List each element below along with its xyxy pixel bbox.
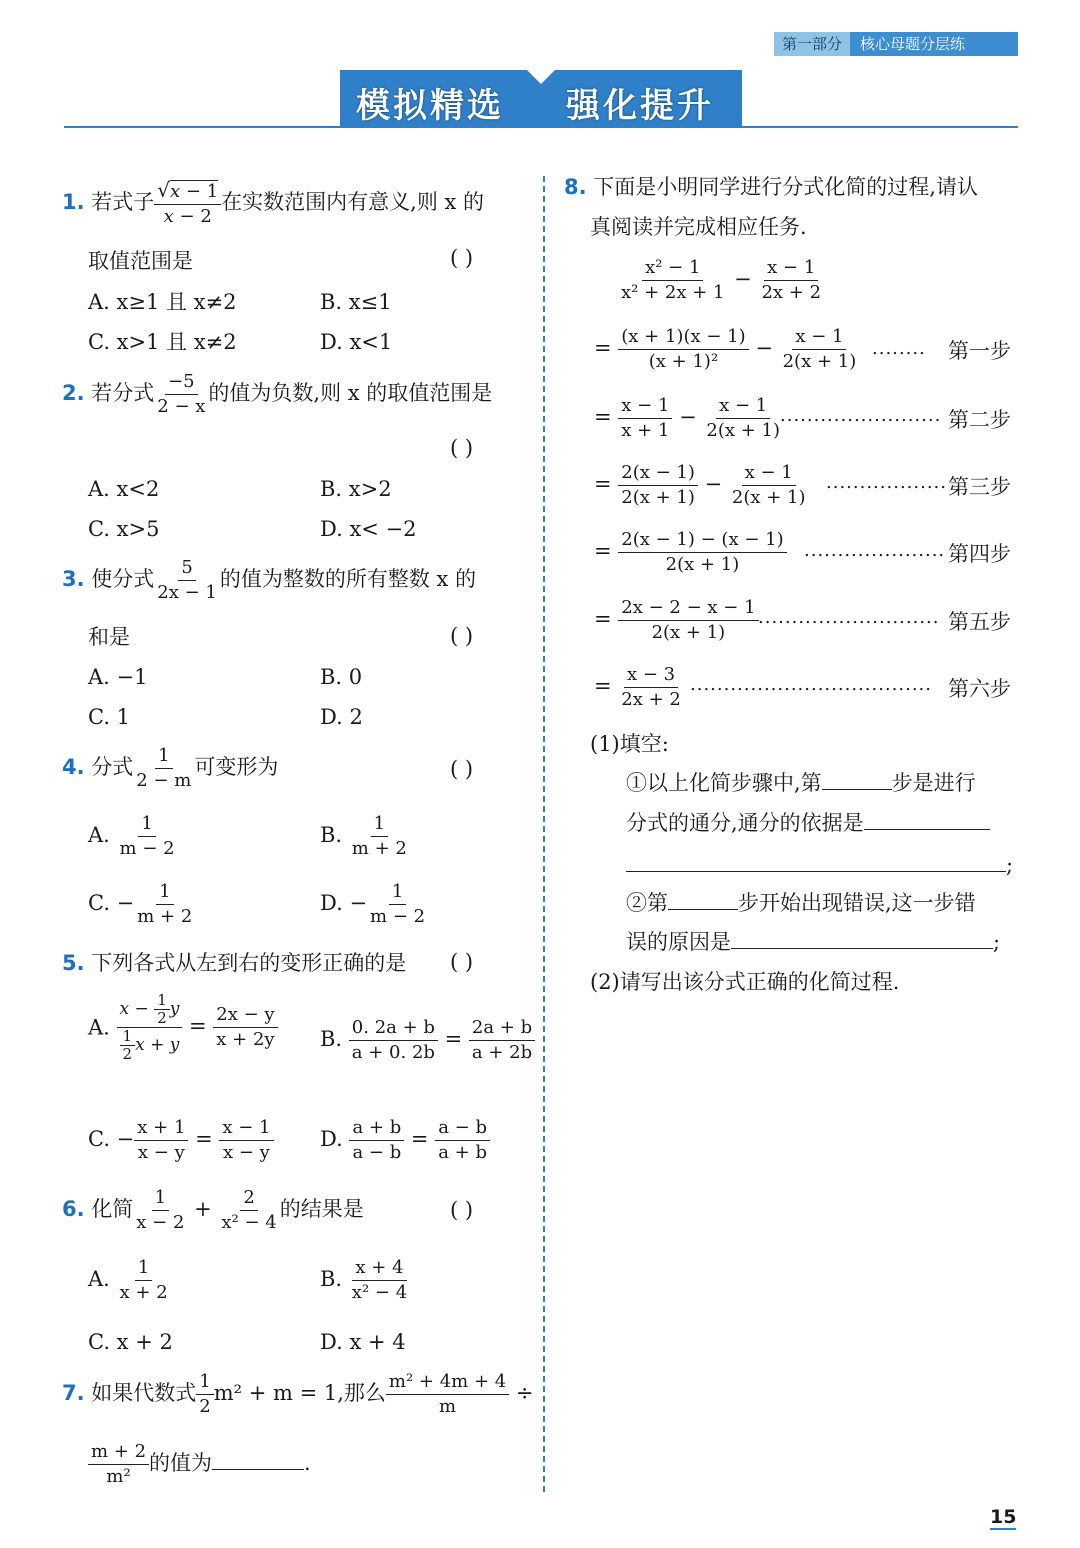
answer-blank[interactable] bbox=[212, 1469, 304, 1470]
q2-fraction: $\frac{-5}{2 - x}$ bbox=[157, 371, 206, 417]
answer-parentheses: ( ) bbox=[450, 246, 474, 270]
q4-option-d: D. − $\frac{1}{m - 2}$ bbox=[320, 881, 426, 927]
q4-option-b: B. $\frac{1}{m + 2}$ bbox=[320, 813, 407, 859]
q8-line2: 真阅读并完成相应任务. bbox=[590, 215, 807, 239]
q1-option-c: C. x>1 且 x≠2 bbox=[88, 330, 237, 354]
banner-right-title: 强化提升 bbox=[566, 86, 714, 126]
question-1 bbox=[62, 178, 484, 229]
q3-text: 使分式 bbox=[91, 567, 155, 591]
q4-text: 分式 bbox=[91, 755, 134, 779]
q5-option-b: B. $\frac{0. 2a + b}{a + 0. 2b}$ = $\frac{2a + b}{a + 2b}$ bbox=[320, 1016, 535, 1065]
leader-dots: ........................... bbox=[758, 607, 940, 628]
question-number: 6. bbox=[62, 1197, 85, 1221]
q8-part-1a: ①以上化简步骤中,第 步是进行 bbox=[626, 771, 976, 795]
header-rule bbox=[64, 126, 1018, 128]
q7-line2: $\frac{m + 2}{\text{m²}}$ 的值为 . bbox=[88, 1440, 311, 1489]
q6-text: 化简 bbox=[91, 1197, 134, 1221]
q8-part-1b: ②第 步开始出现错误,这一步错 bbox=[626, 891, 976, 915]
step-label: 第四步 bbox=[948, 542, 1011, 566]
q8-part-1a-cont: 分式的通分,通分的依据是 bbox=[626, 808, 990, 838]
q8-step-6: = $\frac{x - 3}{2x + 2}$ bbox=[594, 664, 681, 710]
q2-text: 的值为负数,则 x 的取值范围是 bbox=[208, 381, 493, 405]
q1-option-d: D. x<1 bbox=[320, 330, 393, 354]
banner-left-title: 模拟精选 bbox=[356, 86, 504, 126]
step-label: 第二步 bbox=[948, 408, 1011, 432]
q8-expression: $\frac{\text{x² − 1}}{\text{x² + 2x + 1}}$ − $\frac{x - 1}{2x + 2}$ bbox=[621, 257, 822, 303]
column-divider bbox=[543, 176, 545, 1492]
q5-option-c: C. − $\frac{x + 1}{x - y}$ = $\frac{x - 1}{x - y}$ bbox=[88, 1116, 274, 1165]
q3-option-a: A. −1 bbox=[88, 665, 148, 689]
q4-fraction: $\frac{1}{2 - m}$ bbox=[136, 745, 192, 791]
q8-step-3: = $\frac{2(x - 1)}{2(x + 1)}$ − $\frac{x - 1}{2(x + 1)}$ bbox=[594, 462, 806, 508]
q1-option-a: A. x≥1 且 x≠2 bbox=[88, 290, 237, 314]
question-number: 7. bbox=[62, 1381, 85, 1405]
question-number: 5. bbox=[62, 951, 85, 975]
question-2 bbox=[62, 370, 492, 419]
q2-option-d: D. x< −2 bbox=[320, 517, 417, 541]
step-label: 第五步 bbox=[948, 610, 1011, 634]
q7-text: 的值为 bbox=[149, 1451, 213, 1475]
question-number: 3. bbox=[62, 567, 85, 591]
q5-option-a: A. x − $\frac{1}{2}$ y $\frac{1}{2}$ x + y = $\frac{2x - y}{x + 2y}$ bbox=[88, 992, 278, 1063]
answer-blank[interactable] bbox=[731, 948, 993, 949]
section-label: 核心母题分层练 bbox=[850, 32, 1018, 56]
q3-option-c: C. 1 bbox=[88, 705, 131, 729]
question-7: 7. 如果代数式 $\frac{1}{2}$ m² + m = 1,那么 $\frac{\text{m² + 4m + 4}}{m}$ ÷ bbox=[62, 1371, 534, 1417]
q8-part-2: (2)请写出该分式正确的化简过程. bbox=[590, 970, 900, 994]
answer-parentheses: ( ) bbox=[450, 436, 474, 460]
q8-step-2: = $\frac{x - 1}{x + 1}$ − $\frac{x - 1}{2(x + 1)}$ bbox=[594, 395, 781, 441]
part-label: 第一部分 bbox=[774, 32, 850, 56]
q8-step-5: = $\frac{2x - 2 - x - 1}{2(x + 1)}$ bbox=[594, 596, 759, 645]
q6-option-c: C. x + 2 bbox=[88, 1330, 173, 1354]
question-8 bbox=[564, 172, 978, 202]
section-tag bbox=[774, 32, 1018, 56]
q5-text: 下列各式从左到右的变形正确的是 bbox=[91, 951, 407, 975]
divide-sign: ÷ bbox=[515, 1381, 534, 1405]
q4-option-c: C. − $\frac{1}{m + 2}$ bbox=[88, 881, 193, 927]
q7-text: 如果代数式 bbox=[91, 1381, 197, 1405]
q6-option-d: D. x + 4 bbox=[320, 1330, 406, 1354]
q6-option-a: A. $\frac{1}{x + 2}$ bbox=[88, 1257, 168, 1303]
question-number: 4. bbox=[62, 755, 85, 779]
q1-option-b: B. x≤1 bbox=[320, 290, 392, 314]
step-label: 第一步 bbox=[948, 339, 1011, 363]
q2-option-c: C. x>5 bbox=[88, 517, 160, 541]
q3-option-b: B. 0 bbox=[320, 665, 363, 689]
q8-part-1: (1)填空: bbox=[590, 732, 669, 756]
question-3 bbox=[62, 556, 476, 605]
q1-line2: 取值范围是 bbox=[88, 249, 193, 273]
answer-parentheses: ( ) bbox=[450, 1198, 474, 1222]
leader-dots: ........................ bbox=[780, 405, 942, 426]
q8-text: 下面是小明同学进行分式化简的过程,请认 bbox=[593, 175, 978, 199]
leader-dots: .................. bbox=[826, 472, 947, 493]
question-4 bbox=[62, 744, 278, 793]
q8-step-4: = $\frac{2(x - 1) - (x - 1)}{2(x + 1)}$ bbox=[594, 528, 787, 577]
q3-fraction: $\frac{5}{2x - 1}$ bbox=[157, 557, 217, 603]
question-number: 1. bbox=[62, 190, 85, 214]
question-number: 8. bbox=[564, 175, 587, 199]
q3-text: 的值为整数的所有整数 x 的 bbox=[219, 567, 477, 591]
answer-blank[interactable] bbox=[822, 789, 892, 790]
question-number: 2. bbox=[62, 381, 85, 405]
leader-dots: .................................... bbox=[690, 674, 932, 695]
q8-part-1b-cont: 误的原因是 ; bbox=[626, 930, 1001, 954]
q4-option-a: A. $\frac{1}{m - 2}$ bbox=[88, 813, 175, 859]
q8-step-1: = $\frac{(x + 1)(x - 1)}{\text{(x + 1)²}}$ − $\frac{x - 1}{2(x + 1)}$ bbox=[594, 326, 857, 372]
q8-part-1a-line: ; bbox=[626, 850, 1013, 880]
q1-text: 若式子 bbox=[91, 190, 155, 214]
step-label: 第六步 bbox=[948, 677, 1011, 701]
answer-parentheses: ( ) bbox=[450, 757, 474, 781]
q1-fraction: $\frac{√x - 1}{x - 2}$ bbox=[154, 178, 221, 229]
q3-option-d: D. 2 bbox=[320, 705, 363, 729]
q5-option-d: D. $\frac{a + b}{a - b}$ = $\frac{a - b}{a + b}$ bbox=[320, 1116, 490, 1165]
q2-option-b: B. x>2 bbox=[320, 477, 392, 501]
q3-line2: 和是 bbox=[88, 625, 130, 649]
q2-option-a: A. x<2 bbox=[88, 477, 160, 501]
answer-blank[interactable] bbox=[626, 871, 1006, 872]
q4-text: 可变形为 bbox=[194, 755, 279, 779]
question-6: 6. 化简 $\frac{1}{x - 2}$ + $\frac{2}{\text{x² − 4}}$ 的结果是 bbox=[62, 1187, 364, 1233]
q6-option-b: B. $\frac{x + 4}{\text{x² − 4}}$ bbox=[320, 1257, 408, 1303]
answer-blank[interactable] bbox=[668, 909, 738, 910]
step-label: 第三步 bbox=[948, 475, 1011, 499]
answer-blank[interactable] bbox=[864, 829, 990, 830]
q1-text: 在实数范围内有意义,则 x 的 bbox=[221, 190, 485, 214]
page-number: 15 bbox=[990, 1506, 1017, 1528]
question-5 bbox=[62, 948, 406, 978]
leader-dots: ........ bbox=[872, 338, 926, 359]
leader-dots: ..................... bbox=[804, 540, 946, 561]
q7-text: m² + m = 1,那么 bbox=[213, 1381, 386, 1405]
q2-text: 若分式 bbox=[91, 381, 155, 405]
answer-parentheses: ( ) bbox=[450, 624, 474, 648]
q6-text: 的结果是 bbox=[279, 1197, 364, 1221]
title-banner bbox=[340, 70, 742, 128]
answer-parentheses: ( ) bbox=[450, 950, 474, 974]
